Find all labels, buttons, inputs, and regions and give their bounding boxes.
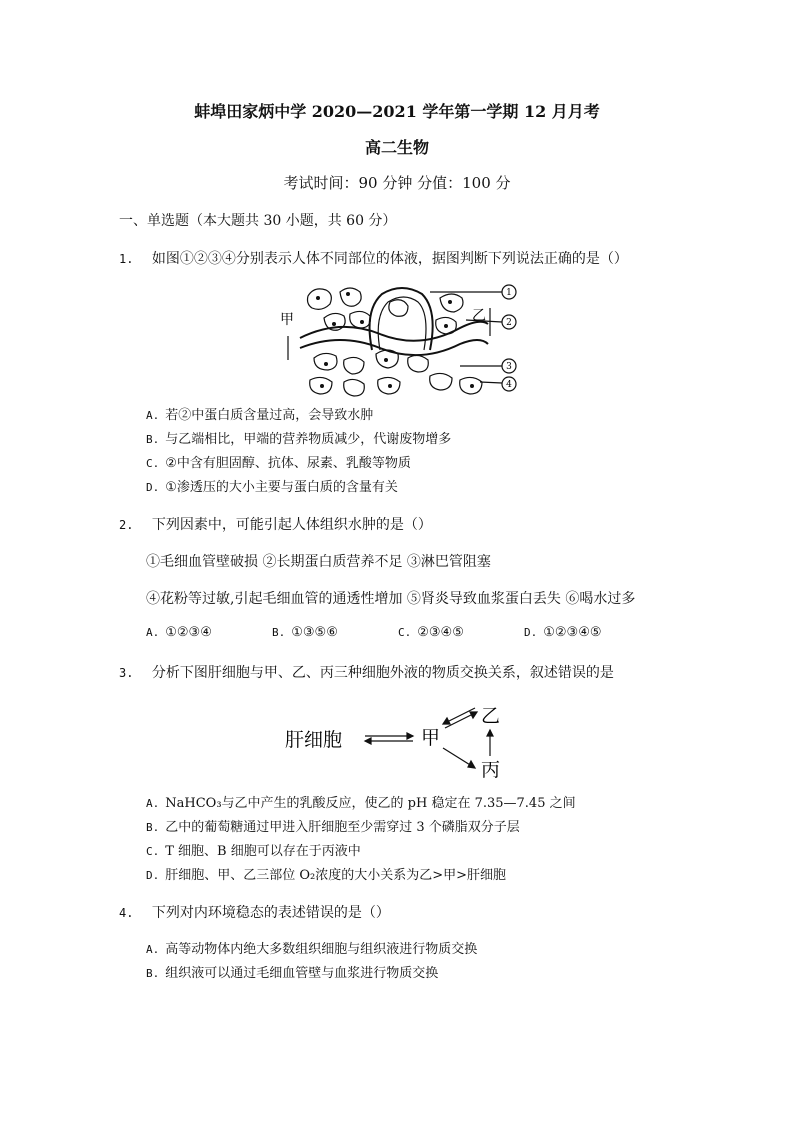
capillary — [300, 322, 488, 341]
question-number: 3. — [119, 666, 134, 680]
arrowhead — [470, 712, 477, 718]
nucleus — [448, 300, 452, 304]
nucleus — [324, 362, 328, 366]
arrowhead — [407, 733, 413, 739]
q2-factors-line-1: ①毛细血管壁破损 ②长期蛋白质营养不足 ③淋巴管阻塞 — [146, 554, 491, 570]
arrowhead — [487, 730, 493, 736]
nucleus — [320, 384, 324, 388]
tissue-cell — [344, 357, 364, 374]
q2-option-d: D. ①②③④⑤ — [524, 625, 602, 640]
question-number: 4. — [119, 906, 134, 920]
leader-line — [480, 382, 502, 383]
question-stem: 分析下图肝细胞与甲、乙、丙三种细胞外液的物质交换关系，叙述错误的是 — [151, 665, 614, 681]
q1-option-c: C. ②中含有胆固醇、抗体、尿素、乳酸等物质 — [146, 456, 411, 471]
q2-option-a: A. ①②③④ — [146, 625, 212, 640]
capillary — [300, 340, 488, 355]
q3-option-c: C. T 细胞、B 细胞可以存在于丙液中 — [146, 844, 361, 859]
q4-option-a: A. 高等动物体内绝大多数组织细胞与组织液进行物质交换 — [146, 942, 478, 957]
exam-info: 考试时间：90 分钟 分值：100 分 — [283, 174, 511, 192]
body-fluid-figure — [280, 280, 520, 402]
arrowhead — [468, 761, 475, 768]
question-stem: 下列对内环境稳态的表述错误的是（） — [151, 905, 390, 921]
fig-label-right: 乙 — [472, 308, 486, 324]
arrowhead — [443, 718, 450, 724]
question-1 — [119, 248, 628, 268]
exam-subtitle: 高二生物 — [364, 138, 429, 157]
q3-option-b: B. 乙中的葡萄糖通过甲进入肝细胞至少需穿过 3 个磷脂双分子层 — [146, 820, 520, 835]
question-number: 2. — [119, 518, 134, 532]
question-stem: 如图①②③④分别表示人体不同部位的体液，据图判断下列说法正确的是（） — [151, 251, 628, 267]
exam-title: 蚌埠田家炳中学 2020—2021 学年第一学期 12 月月考 — [194, 102, 600, 121]
nucleus — [470, 384, 474, 388]
nucleus — [332, 322, 336, 326]
marker-4-label: 4 — [506, 380, 512, 390]
question-3 — [119, 662, 614, 682]
question-number: 1. — [119, 252, 134, 266]
tissue-cell — [408, 355, 429, 372]
q1-option-d: D. ①渗透压的大小主要与蛋白质的含量有关 — [146, 480, 398, 495]
nucleus — [384, 358, 388, 362]
section-heading: 一、单选题（本大题共 30 小题，共 60 分） — [119, 213, 397, 229]
question-4 — [119, 902, 390, 922]
nucleus — [316, 296, 320, 300]
marker-3-label: 3 — [506, 362, 512, 372]
q2-factors-line-2: ④花粉等过敏,引起毛细血管的通透性增加 ⑤肾炎导致血浆蛋白丢失 ⑥喝水过多 — [146, 591, 636, 607]
marker-1-label: 1 — [506, 288, 512, 298]
q3-option-a: A. NaHCO₃与乙中产生的乳酸反应，使乙的 pH 稳定在 7.35—7.45 之间 — [146, 796, 576, 811]
nucleus — [346, 292, 350, 296]
question-2 — [119, 514, 432, 534]
node-liver-cell: 肝细胞 — [285, 729, 343, 751]
arrowhead — [365, 738, 371, 744]
q4-option-b: B. 组织液可以通过毛细血管壁与血浆进行物质交换 — [146, 966, 439, 981]
q3-option-d: D. 肝细胞、甲、乙三部位 O₂浓度的大小关系为乙>甲>肝细胞 — [146, 868, 507, 883]
tissue-cell — [389, 300, 408, 317]
nucleus — [388, 384, 392, 388]
question-stem: 下列因素中，可能引起人体组织水肿的是（） — [151, 517, 432, 533]
lymph-vessel — [378, 297, 426, 350]
q1-option-b: B. 与乙端相比，甲端的营养物质减少，代谢废物增多 — [146, 432, 452, 447]
fluid-exchange-diagram — [285, 702, 515, 782]
nucleus — [360, 320, 364, 324]
fig-label-left: 甲 — [280, 312, 294, 328]
node-bing: 丙 — [481, 759, 501, 781]
q1-option-a: A. 若②中蛋白质含量过高，会导致水肿 — [146, 408, 374, 423]
node-yi: 乙 — [481, 705, 501, 727]
node-jia: 甲 — [421, 727, 441, 749]
nucleus — [444, 324, 448, 328]
q2-option-c: C. ②③④⑤ — [398, 625, 464, 640]
tissue-cell — [344, 379, 365, 396]
tissue-cell — [350, 311, 371, 328]
tissue-cell — [430, 373, 452, 390]
q2-option-b: B. ①③⑤⑥ — [272, 625, 338, 640]
marker-2-label: 2 — [506, 318, 512, 328]
tissue-cell — [314, 353, 337, 370]
tissue-cell — [340, 288, 361, 306]
